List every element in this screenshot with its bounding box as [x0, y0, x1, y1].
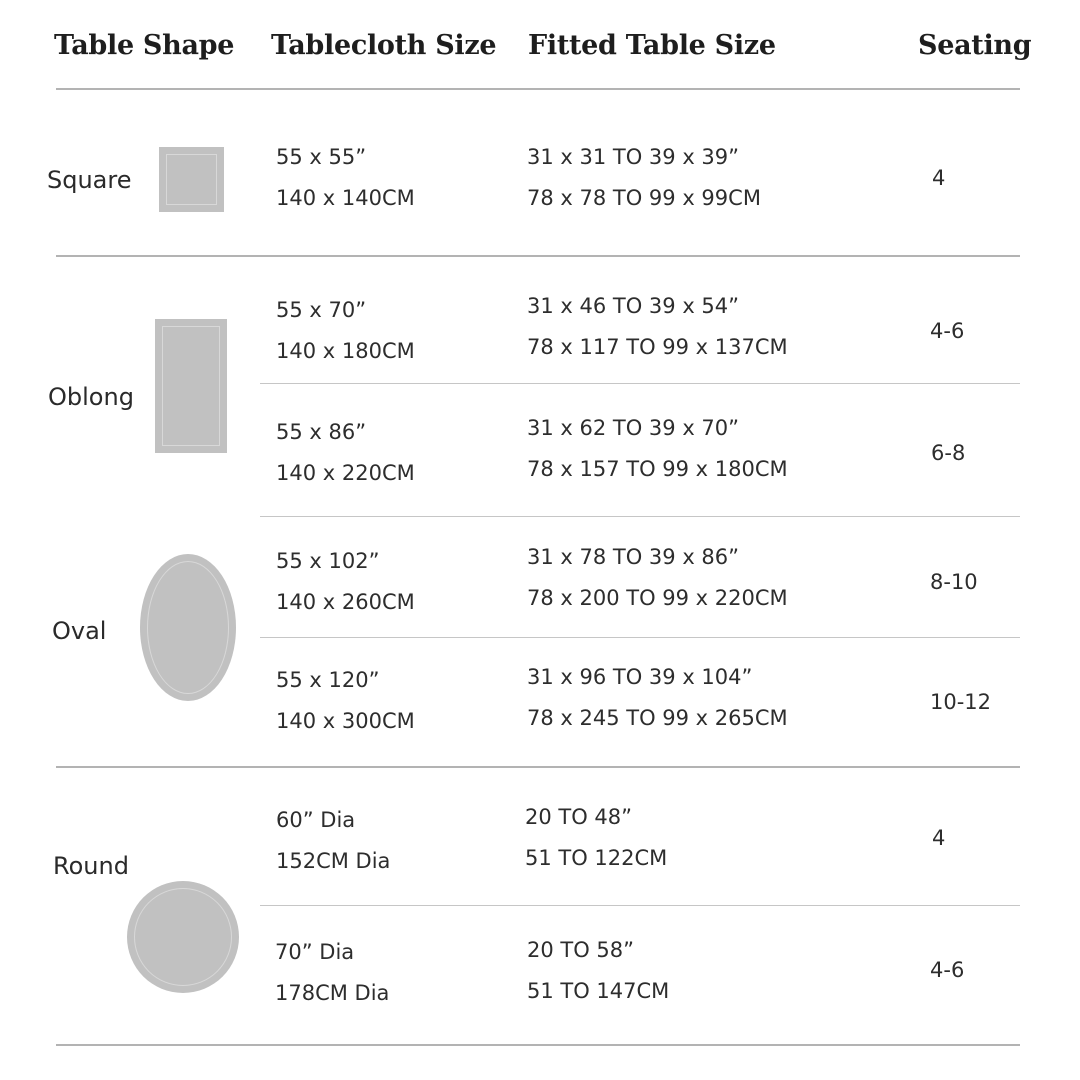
tablecloth-size-cell — [276, 800, 390, 882]
fitted-size-inches: 31 x 78 TO 39 x 86” — [527, 545, 740, 569]
tablecloth-size-cm: 140 x 180CM — [276, 339, 415, 363]
fitted-size-cell — [527, 657, 788, 739]
fitted-size-cell — [527, 137, 761, 219]
tablecloth-size-cm: 152CM Dia — [276, 849, 391, 873]
square-table-icon — [159, 147, 224, 212]
fitted-size-cell — [527, 286, 788, 368]
tablecloth-size-inches: 55 x 120” — [276, 668, 380, 692]
shape-label-round: Round — [53, 852, 129, 880]
table-bottom-rule — [56, 1044, 1020, 1046]
fitted-size-cell — [527, 537, 788, 619]
fitted-size-cm: 51 TO 147CM — [527, 979, 670, 1003]
fitted-size-cell — [527, 408, 788, 490]
fitted-size-cm: 78 x 117 TO 99 x 137CM — [527, 335, 788, 359]
tablecloth-size-cm: 140 x 260CM — [276, 590, 415, 614]
tablecloth-size-cm: 140 x 140CM — [276, 186, 415, 210]
tablecloth-size-inches: 70” Dia — [275, 940, 355, 964]
header-divider — [56, 88, 1020, 90]
seating-value: 8-10 — [930, 570, 978, 594]
header-fitted-table-size: Fitted Table Size — [528, 30, 776, 61]
tablecloth-size-inches: 60” Dia — [276, 808, 356, 832]
row-divider — [260, 383, 1020, 384]
header-seating: Seating — [918, 30, 1032, 61]
fitted-size-cm: 78 x 245 TO 99 x 265CM — [527, 706, 788, 730]
tablecloth-size-cell — [276, 660, 415, 742]
row-divider — [260, 516, 1020, 517]
tablecloth-size-cell — [276, 541, 415, 623]
fitted-size-cm: 51 TO 122CM — [525, 846, 668, 870]
seating-value: 4-6 — [930, 319, 965, 343]
seating-value: 4-6 — [930, 958, 965, 982]
fitted-size-cell — [527, 930, 669, 1012]
tablecloth-size-inches: 55 x 70” — [276, 298, 367, 322]
fitted-size-cell — [525, 797, 667, 879]
header-tablecloth-size: Tablecloth Size — [271, 30, 497, 61]
oblong-table-icon — [155, 319, 227, 453]
row-divider — [260, 905, 1020, 906]
tablecloth-size-cm: 178CM Dia — [275, 981, 390, 1005]
seating-value: 4 — [932, 826, 946, 850]
tablecloth-size-cell — [276, 290, 415, 372]
shape-label-square: Square — [47, 166, 132, 194]
tablecloth-size-cell — [276, 412, 415, 494]
tablecloth-size-inches: 55 x 102” — [276, 549, 380, 573]
fitted-size-inches: 31 x 62 TO 39 x 70” — [527, 416, 740, 440]
fitted-size-inches: 20 TO 48” — [525, 805, 633, 829]
group-divider-square — [56, 255, 1020, 257]
tablecloth-size-cell — [276, 137, 415, 219]
row-divider — [260, 637, 1020, 638]
fitted-size-inches: 31 x 96 TO 39 x 104” — [527, 665, 753, 689]
seating-value: 6-8 — [931, 441, 966, 465]
fitted-size-cm: 78 x 157 TO 99 x 180CM — [527, 457, 788, 481]
shape-label-oblong: Oblong — [48, 383, 134, 411]
round-table-icon — [127, 881, 239, 993]
seating-value: 4 — [932, 166, 946, 190]
fitted-size-inches: 20 TO 58” — [527, 938, 635, 962]
tablecloth-size-inches: 55 x 86” — [276, 420, 367, 444]
tablecloth-size-inches: 55 x 55” — [276, 145, 367, 169]
oval-table-icon — [140, 554, 236, 701]
tablecloth-size-cm: 140 x 220CM — [276, 461, 415, 485]
tablecloth-size-cm: 140 x 300CM — [276, 709, 415, 733]
fitted-size-inches: 31 x 31 TO 39 x 39” — [527, 145, 740, 169]
tablecloth-size-cell — [275, 932, 389, 1014]
fitted-size-cm: 78 x 200 TO 99 x 220CM — [527, 586, 788, 610]
fitted-size-cm: 78 x 78 TO 99 x 99CM — [527, 186, 761, 210]
group-divider-oval — [56, 766, 1020, 768]
fitted-size-inches: 31 x 46 TO 39 x 54” — [527, 294, 740, 318]
header-table-shape: Table Shape — [54, 30, 235, 61]
shape-label-oval: Oval — [52, 617, 107, 645]
seating-value: 10-12 — [930, 690, 992, 714]
